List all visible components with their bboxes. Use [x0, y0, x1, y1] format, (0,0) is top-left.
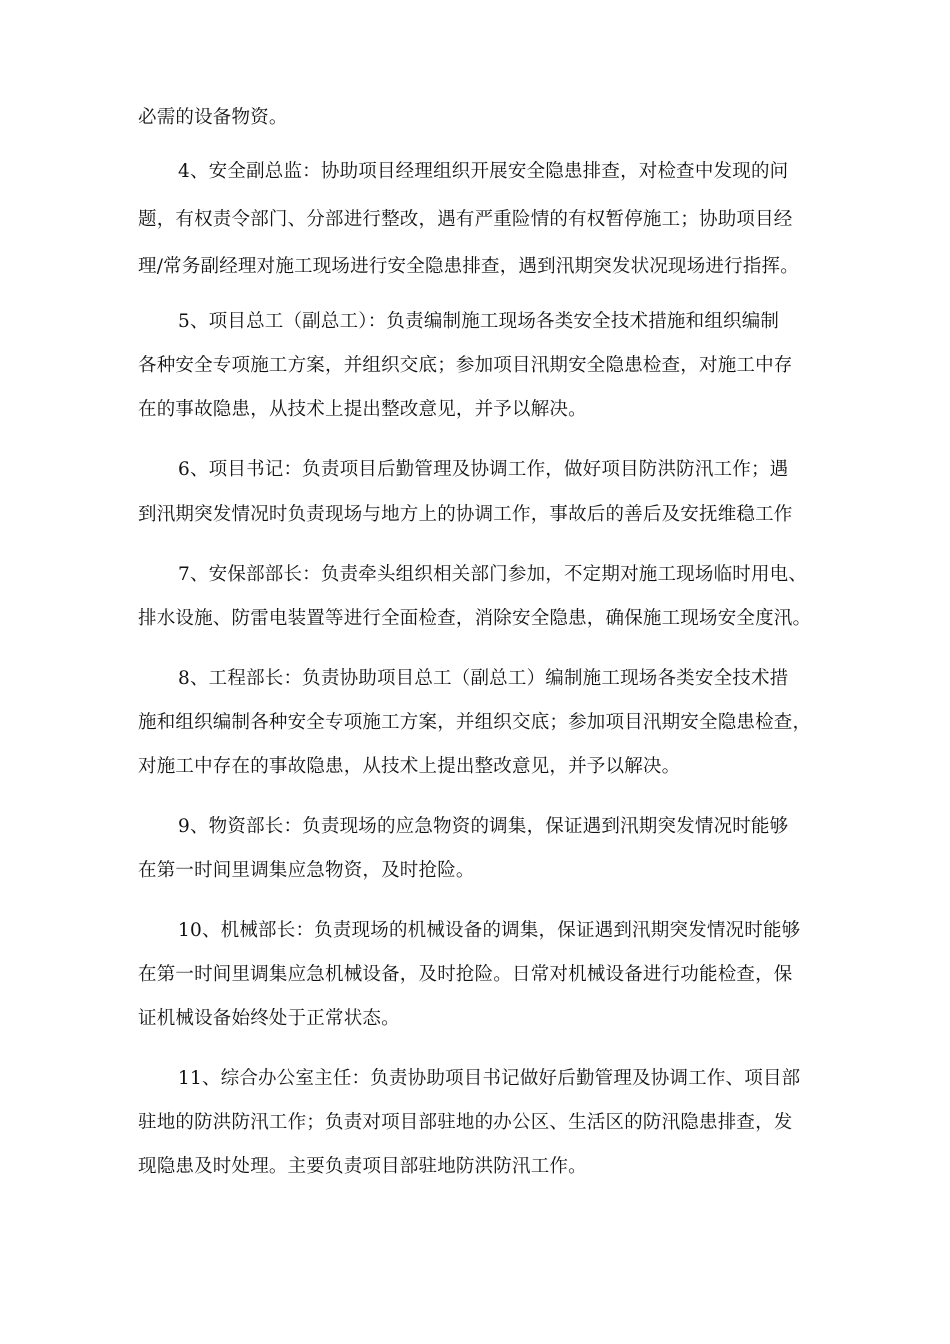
text-line: 7、安保部部长：负责牵头组织相关部门参加，不定期对施工现场临时用电、: [178, 564, 808, 585]
text-line: 必需的设备物资。: [138, 107, 288, 128]
text-line: 4、安全副总监：协助项目经理组织开展安全隐患排查，对检查中发现的问: [178, 161, 789, 182]
text-line: 在第一时间里调集应急机械设备，及时抢险。日常对机械设备进行功能检查，保: [138, 964, 793, 985]
text-line: 11、综合办公室主任：负责协助项目书记做好后勤管理及协调工作、项目部: [178, 1068, 801, 1089]
text-line: 施和组织编制各种安全专项施工方案，并组织交底；参加项目汛期安全隐患检查，: [138, 712, 812, 733]
text-line: 10、机械部长：负责现场的机械设备的调集，保证遇到汛期突发情况时能够: [178, 920, 801, 941]
text-line: 6、项目书记：负责项目后勤管理及协调工作，做好项目防洪防汛工作；遇: [178, 459, 789, 480]
text-line: 驻地的防洪防汛工作；负责对项目部驻地的办公区、生活区的防汛隐患排查，发: [138, 1112, 793, 1133]
text-line: 8、工程部长：负责协助项目总工（副总工）编制施工现场各类安全技术措: [178, 668, 789, 689]
text-line: 5、项目总工（副总工）：负责编制施工现场各类安全技术措施和组织编制: [178, 311, 780, 332]
text-line: 题，有权责令部门、分部进行整改，遇有严重险情的有权暂停施工；协助项目经: [138, 209, 793, 230]
text-line: 理/常务副经理对施工现场进行安全隐患排查，遇到汛期突发状况现场进行指挥。: [138, 256, 799, 277]
text-line: 对施工中存在的事故隐患，从技术上提出整改意见，并予以解决。: [138, 756, 681, 777]
text-line: 各种安全专项施工方案，并组织交底；参加项目汛期安全隐患检查，对施工中存: [138, 355, 793, 376]
text-line: 排水设施、防雷电装置等进行全面检查，消除安全隐患，确保施工现场安全度汛。: [138, 608, 812, 629]
text-line: 证机械设备始终处于正常状态。: [138, 1008, 400, 1029]
text-line: 现隐患及时处理。主要负责项目部驻地防洪防汛工作。: [138, 1156, 587, 1177]
text-line: 9、物资部长：负责现场的应急物资的调集，保证遇到汛期突发情况时能够: [178, 816, 789, 837]
text-line: 在的事故隐患，从技术上提出整改意见，并予以解决。: [138, 399, 587, 420]
text-line: 在第一时间里调集应急物资，及时抢险。: [138, 860, 475, 881]
text-line: 到汛期突发情况时负责现场与地方上的协调工作，事故后的善后及安抚维稳工作: [138, 504, 793, 525]
